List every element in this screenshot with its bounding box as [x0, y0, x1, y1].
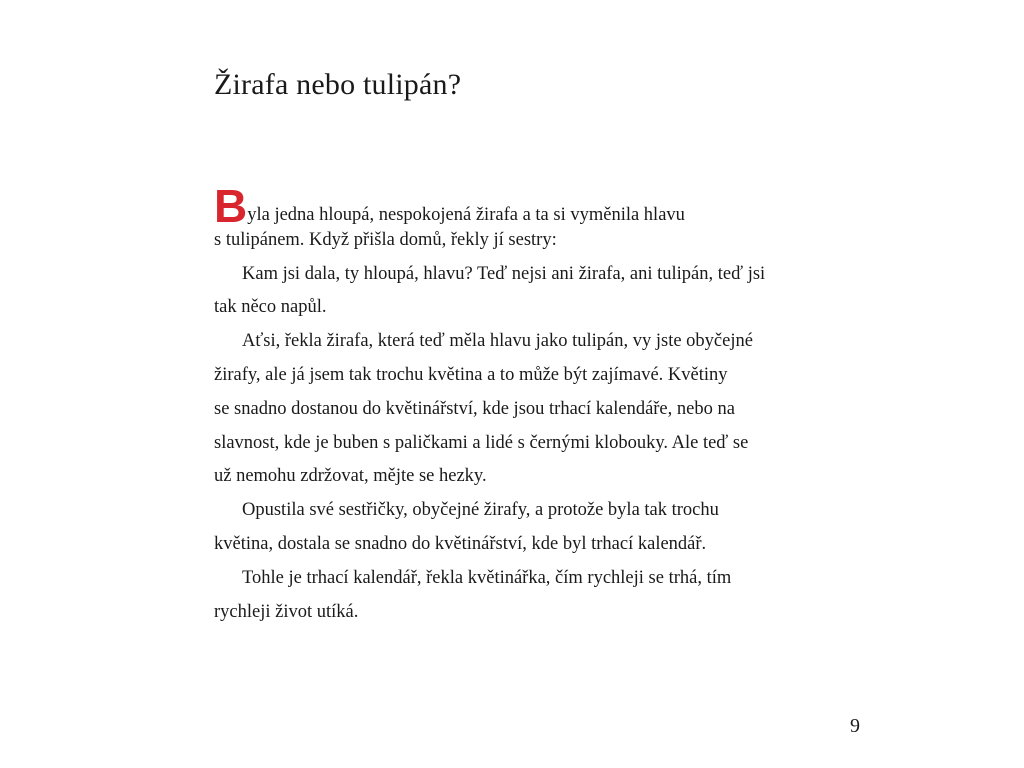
page-number: 9: [850, 715, 860, 737]
text-line: květina, dostala se snadno do květinářství, kde byl trhací kalendář.: [214, 533, 707, 554]
text-line: rychleji život utíká.: [214, 601, 359, 622]
text-line: Opustila své sestřičky, obyčejné žirafy, a protože byla tak trochu: [242, 500, 719, 521]
text-line: Tohle je trhací kalendář, řekla květinářka, čím rychleji se trhá, tím: [242, 567, 732, 588]
text-line: tak něco napůl.: [214, 297, 327, 318]
drop-cap: B: [214, 180, 247, 232]
text-line: s tulipánem. Když přišla domů, řekly jí sestry:: [214, 229, 557, 250]
chapter-title: Žirafa nebo tulipán?: [214, 68, 462, 101]
text-line: Kam jsi dala, ty hloupá, hlavu? Teď nejsi ani žirafa, ani tulipán, teď jsi: [242, 263, 766, 284]
story-text: [214, 180, 814, 629]
text-line: už nemohu zdržovat, mějte se hezky.: [214, 466, 487, 487]
text-line: slavnost, kde je buben s paličkami a lidé s černými klobouky. Ale teď se: [214, 432, 749, 453]
text-line: se snadno dostanou do květinářství, kde jsou trhací kalendáře, nebo na: [214, 398, 735, 419]
text-line-content: yla jedna hloupá, nespokojená žirafa a ta si vyměnila hlavu: [247, 205, 685, 225]
text-line: [214, 180, 814, 232]
text-line: žirafy, ale já jsem tak trochu květina a to může být zajímavé. Květiny: [214, 364, 728, 385]
text-line: Aťsi, řekla žirafa, která teď měla hlavu jako tulipán, vy jste obyčejné: [242, 331, 753, 352]
